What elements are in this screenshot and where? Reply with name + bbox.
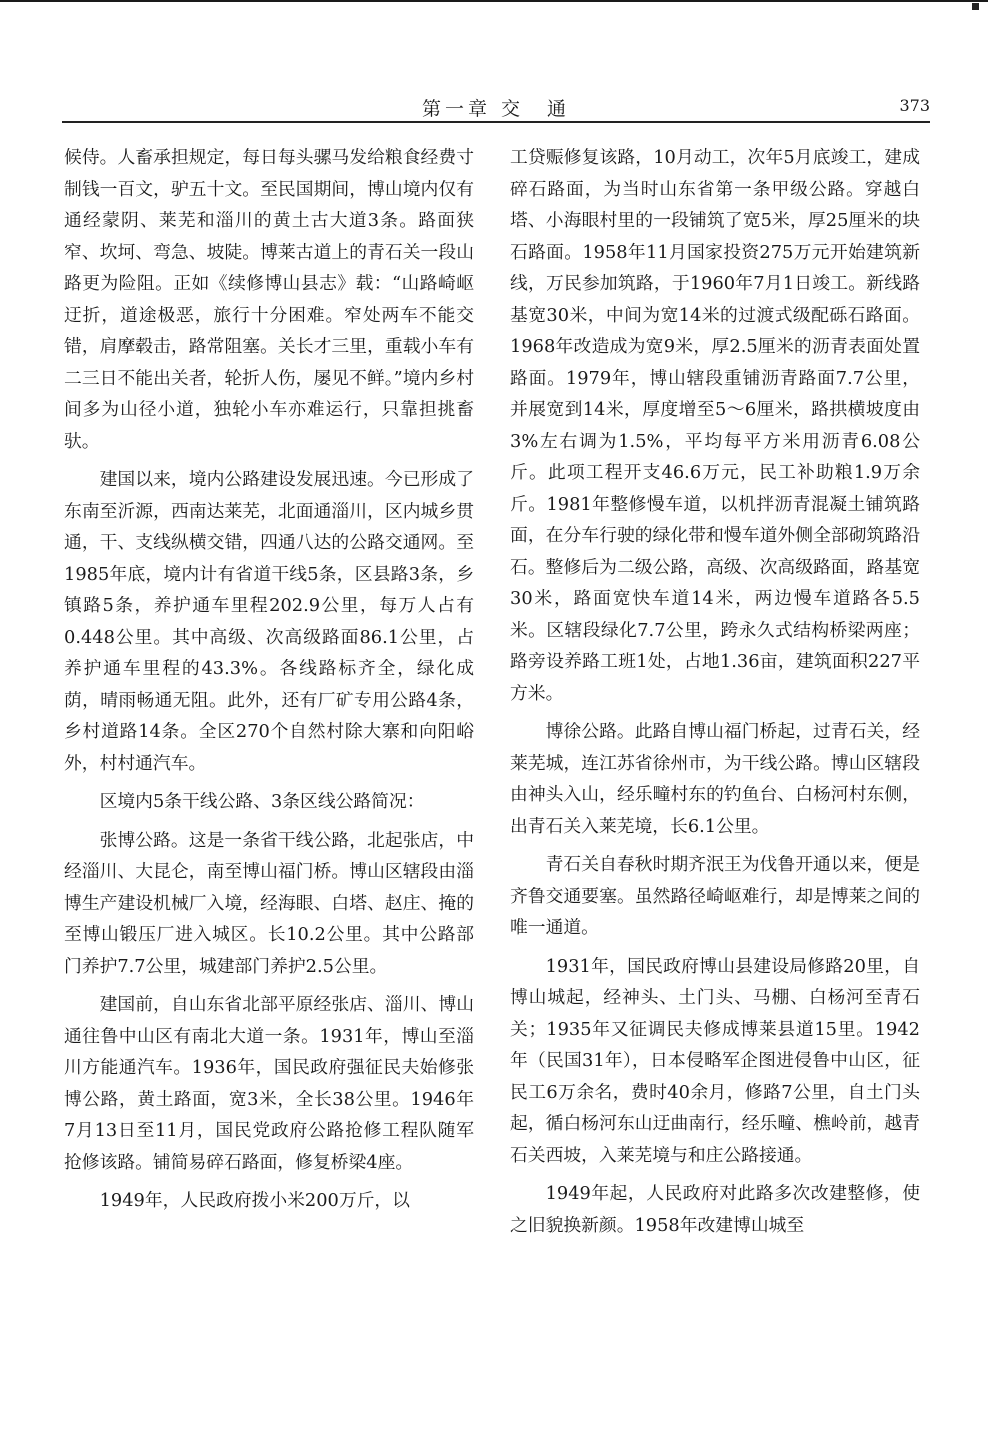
chapter-title: 第一章 交 通 (421, 98, 571, 120)
paragraph: 博徐公路。此路自博山福门桥起，过青石关，经莱芜城，连江苏省徐州市，为干线公路。博山区辖段由神头入山，经乐疃村东的钓鱼台、白杨河村东侧，出青石关入莱芜境，长6.1公里。 (510, 721, 920, 837)
paragraph: 1931年，国民政府博山县建设局修路20里，自博山城起，经神头、土门头、马棚、白杨河至青石关；1935年又征调民夫修成博莱县道15里。1942年（民国31年），日本侵略军企图进侵鲁中山区，征民工6万余名，费时40余月，修路7公里，自土门头起，循白杨河东山迂曲南行，经乐疃、樵岭前，越青石关西坡，入莱芜境与和庄公路接通。 (510, 955, 920, 1166)
paragraph: 青石关自春秋时期齐泯王为伐鲁开通以来，便是齐鲁交通要塞。虽然路径崎岖难行，却是博莱之间的唯一通道。 (510, 854, 920, 938)
paragraph: 1949年，人民政府拨小米200万斤，以 (99, 1190, 410, 1211)
paragraph: 区境内5条干线公路、3条区线公路简况： (99, 791, 425, 812)
paragraph: 1949年起，人民政府对此路多次改建整修，使之旧貌换新颜。1958年改建博山城至 (510, 1183, 920, 1236)
scan-corner-mark (972, 3, 979, 10)
scan-border-line (0, 0, 988, 2)
page-header (62, 90, 930, 120)
right-column (510, 142, 920, 1248)
page-number: 373 (899, 96, 930, 115)
paragraph: 张博公路。这是一条省干线公路，北起张店，中经淄川、大昆仑，南至博山福门桥。博山区辖段由淄博生产建设机械厂入境，经海眼、白塔、赵庄、掩的至博山锻压厂进入城区。长10.2公里。其中公路部门养护7.7公里，城建部门养护2.5公里。 (64, 829, 474, 977)
paragraph: 候侍。人畜承担规定，每日每头骡马发给粮食经费寸制钱一百文，驴五十文。至民国期间，博山境内仅有通经蒙阴、莱芜和淄川的黄土古大道3条。路面狭窄、坎坷、弯急、坡陡。博莱古道上的青石关一段山路更为险阻。正如《续修博山县志》载：“山路崎岖迂折，道途极恶，旅行十分困难。窄处两车不能交错，肩摩毂击，路常阻塞。关长才三里，重载小车有二三日不能出关者，轮折人伤，屡见不鲜。”境内乡村间多为山径小道，独轮小车亦难运行，只靠担挑畜驮。 (64, 147, 474, 452)
paragraph: 建国以来，境内公路建设发展迅速。今已形成了东南至沂源，西南达莱芜，北面通淄川，区内城乡贯通，干、支线纵横交错，四通八达的公路交通网。至1985年底，境内计有省道干线5条，区县路3条，乡镇路5条，养护通车里程202.9公里，每万人占有0.448公里。其中高级、次高级路面86.1公里，占养护通车里程的43.3%。各线路标齐全，绿化成荫，晴雨畅通无阻。此外，还有厂矿专用公路4条，乡村道路14条。全区270个自然村除大寨和向阳峪外，村村通汽车。 (64, 469, 474, 774)
paragraph: 工贷赈修复该路，10月动工，次年5月底竣工，建成碎石路面，为当时山东省第一条甲级公路。穿越白塔、小海眼村里的一段铺筑了宽5米，厚25厘米的块石路面。1958年11月国家投资275万元开始建筑新线，万民参加筑路，于1960年7月1日竣工。新线路基宽30米，中间为宽14米的过渡式级配砾石路面。1968年改造成为宽9米，厚2.5厘米的沥青表面处置路面。1979年，博山辖段重铺沥青路面7.7公里，并展宽到14米，厚度增至5～6厘米，路拱横坡度由3%左右调为1.5%，平均每平方米用沥青6.08公斤。此项工程开支46.6万元，民工补助粮1.9万余斤。1981年整修慢车道，以机拌沥青混凝土铺筑路面，在分车行驶的绿化带和慢车道外侧全部砌筑路沿石。整修后为二级公路，高级、次高级路面，路基宽30米，路面宽快车道14米，两边慢车道路各5.5米。区辖段绿化7.7公里，跨永久式结构桥梁两座；路旁设养路工班1处，占地1.36亩，建筑面积227平方米。 (510, 147, 920, 704)
paragraph: 建国前，自山东省北部平原经张店、淄川、博山通往鲁中山区有南北大道一条。1931年，博山至淄川方能通汽车。1936年，国民政府强征民夫始修张博公路，黄土路面，宽3米，全长38公里。1946年7月13日至11月，国民党政府公路抢修工程队随军抢修该路。铺简易碎石路面，修复桥梁4座。 (64, 994, 474, 1173)
left-column (64, 142, 474, 1224)
header-rule (62, 121, 930, 123)
